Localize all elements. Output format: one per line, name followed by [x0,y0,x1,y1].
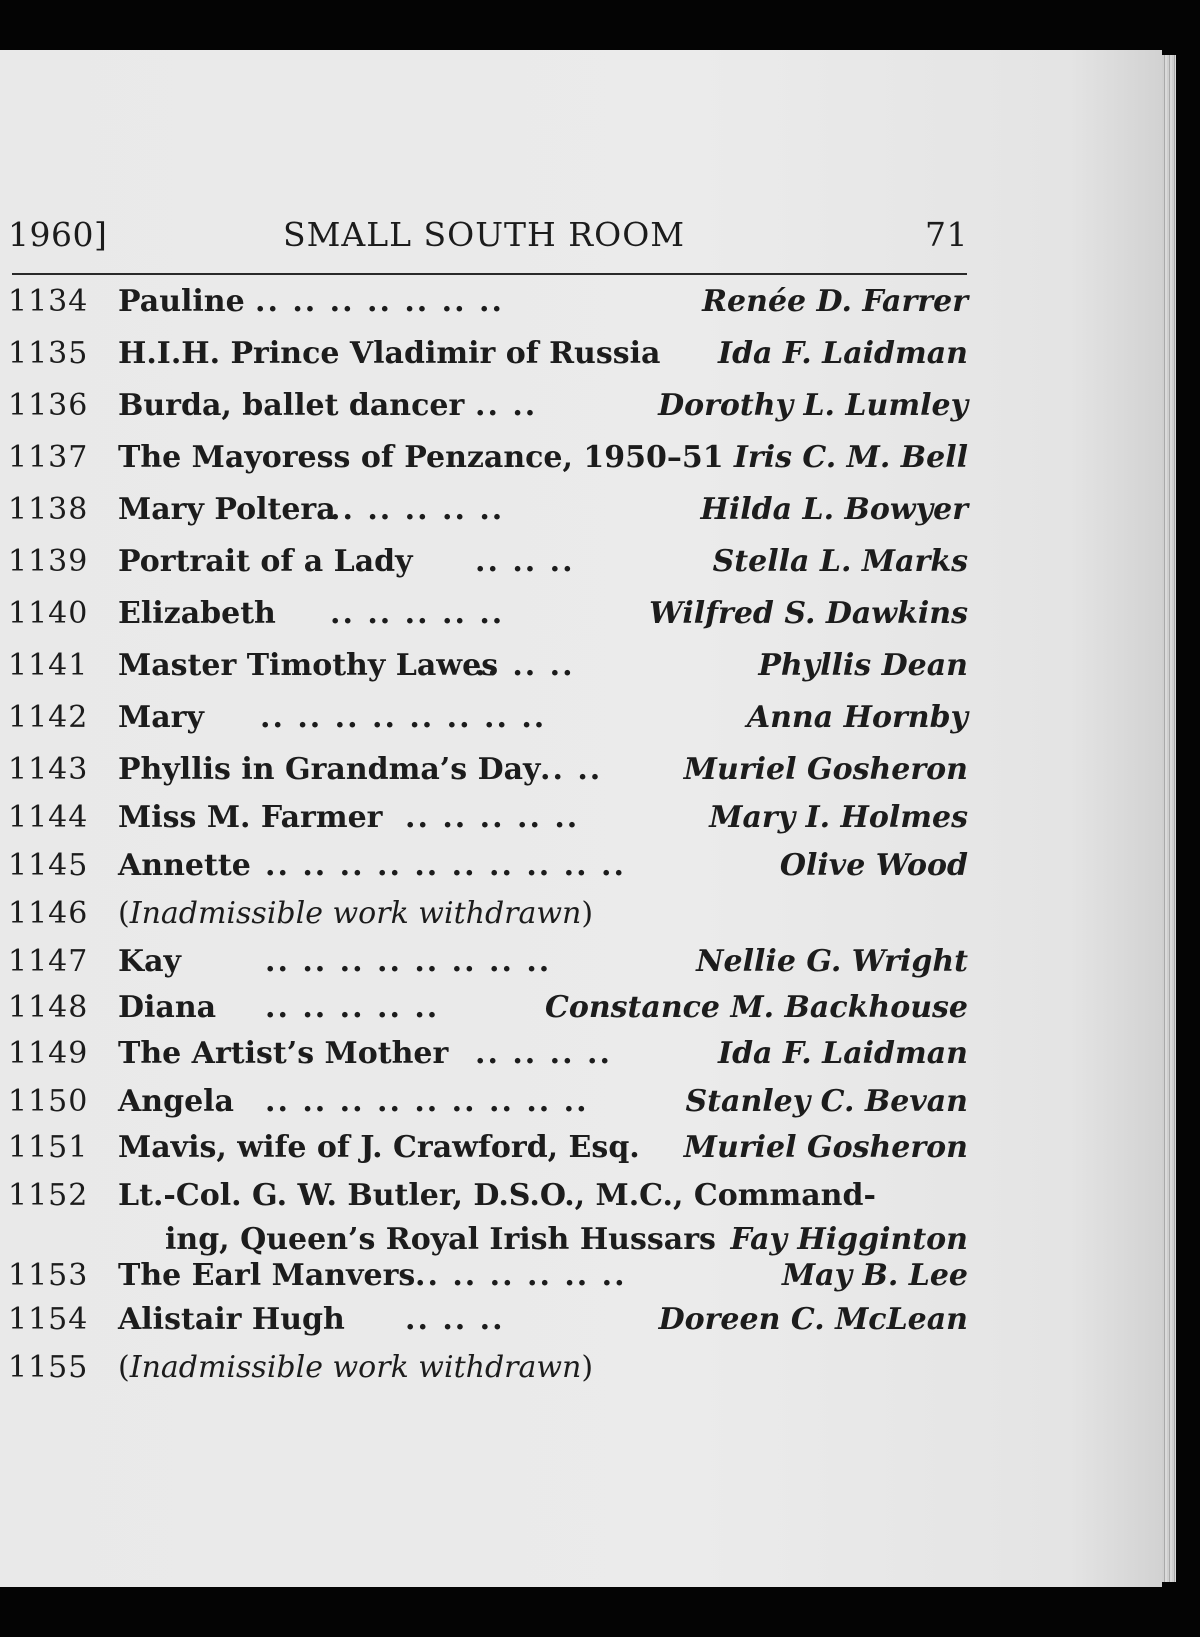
entry-number: 1150 [8,1084,89,1119]
artist-name: May B. Lee [781,1258,968,1293]
leader-dots: .. .. .. .. .. .. .. [255,284,504,319]
work-title: The Artist’s Mother [118,1036,449,1071]
leader-dots: .. .. [475,388,538,423]
leader-dots: .. .. .. .. .. [265,990,440,1025]
artist-name: Muriel Gosheron [683,1130,968,1165]
catalogue-entry [0,538,980,586]
catalogue-entry [0,642,980,690]
catalogue-entry [0,1344,980,1392]
work-title: Pauline [118,284,245,319]
catalogue-entry [0,330,980,378]
artist-name: Stanley C. Bevan [685,1084,968,1119]
work-title: Burda, ballet dancer [118,388,465,423]
work-title: H.I.H. Prince Vladimir of Russia [118,336,661,371]
work-title: The Earl Manvers [118,1258,416,1293]
artist-name: Constance M. Backhouse [544,990,968,1025]
work-title: Elizabeth [118,596,276,631]
artist-name: Ida F. Laidman [718,336,968,371]
leader-dots: .. .. .. .. .. .. .. .. [265,944,552,979]
leader-dots: .. .. .. .. .. [405,800,580,835]
work-title: Portrait of a Lady [118,544,413,579]
catalogue-entry [0,1124,980,1172]
artist-name: Phyllis Dean [758,648,968,683]
entry-number: 1155 [8,1350,89,1385]
catalogue-entry [0,694,980,742]
leader-dots: .. .. .. .. [475,1036,612,1071]
entry-number: 1140 [8,596,89,631]
entry-number: 1154 [8,1302,89,1337]
catalogue-page [0,50,1162,1587]
leader-dots: .. .. .. [475,648,575,683]
leader-dots: .. .. .. .. .. .. [415,1258,627,1293]
entry-number: 1143 [8,752,89,787]
catalogue-entry [0,434,980,482]
entry-number: 1139 [8,544,89,579]
artist-name: Ida F. Laidman [718,1036,968,1071]
artist-name: Hilda L. Bowyer [700,492,968,527]
artist-name: Stella L. Marks [712,544,968,579]
work-title: Miss M. Farmer [118,800,383,835]
page-stack-edge [1162,55,1176,1582]
catalogue-entry [0,278,980,326]
catalogue-entry [0,938,980,986]
work-title: The Mayoress of Penzance, 1950–51 [118,440,724,475]
work-title: Phyllis in Grandma’s Day [118,752,541,787]
header-rule [12,273,967,275]
catalogue-entry [0,984,980,1032]
catalogue-entry [0,1296,980,1344]
work-title: Lt.-Col. G. W. Butler, D.S.O., M.C., Command- [118,1178,876,1213]
artist-name: Fay Higginton [730,1222,968,1257]
entry-number: 1144 [8,800,89,835]
entry-number: 1153 [8,1258,89,1293]
running-header [8,215,968,257]
leader-dots: .. .. .. .. .. [330,492,505,527]
work-title: Alistair Hugh [118,1302,345,1337]
work-title: Mavis, wife of J. Crawford, Esq. [118,1130,640,1165]
artist-name: Wilfred S. Dawkins [649,596,968,631]
catalogue-entry [0,1078,980,1126]
catalogue-entry [0,1030,980,1078]
artist-name: Nellie G. Wright [696,944,968,979]
entry-number: 1135 [8,336,89,371]
catalogue-entry [0,382,980,430]
artist-name: Anna Hornby [746,700,968,735]
leader-dots: .. .. .. .. .. .. .. .. .. [265,1084,589,1119]
entry-number: 1142 [8,700,89,735]
leader-dots: .. .. .. .. .. .. .. .. .. .. [265,848,626,883]
work-title-continued: ing, Queen’s Royal Irish Hussars [165,1222,716,1257]
work-title: Kay [118,944,181,979]
entry-number: 1148 [8,990,89,1025]
entry-number: 1134 [8,284,89,319]
entry-number: 1141 [8,648,89,683]
artist-name: Muriel Gosheron [683,752,968,787]
entry-number: 1152 [8,1178,89,1213]
catalogue-entry [0,890,980,938]
artist-name: Iris C. M. Bell [733,440,968,475]
page-title: SMALL SOUTH ROOM [283,215,686,254]
work-title: Angela [118,1084,234,1119]
artist-name: Olive Wood [779,848,968,883]
catalogue-entry [0,1172,980,1257]
leader-dots: .. .. [540,752,603,787]
catalogue-entry [0,842,980,890]
artist-name: Renée D. Farrer [702,284,968,319]
entry-number: 1151 [8,1130,89,1165]
catalogue-entry [0,486,980,534]
withdrawn-note: (Inadmissible work withdrawn) [118,896,594,931]
leader-dots: .. .. .. [405,1302,505,1337]
entry-number: 1145 [8,848,89,883]
artist-name: Mary I. Holmes [709,800,968,835]
work-title: Mary Poltera [118,492,336,527]
work-title: Master Timothy Lawes [118,648,499,683]
entry-number: 1137 [8,440,89,475]
leader-dots: .. .. .. [475,544,575,579]
catalogue-entry [0,746,980,794]
withdrawn-note: (Inadmissible work withdrawn) [118,1350,594,1385]
leader-dots: .. .. .. .. .. [330,596,505,631]
entry-number: 1149 [8,1036,89,1071]
catalogue-entry [0,590,980,638]
work-title: Mary [118,700,204,735]
entry-number: 1136 [8,388,89,423]
catalogue-entry [0,1252,980,1300]
entry-number: 1138 [8,492,89,527]
artist-name: Dorothy L. Lumley [658,388,968,423]
entry-number: 1146 [8,896,89,931]
entry-number: 1147 [8,944,89,979]
page-number: 71 [925,215,968,254]
work-title: Diana [118,990,217,1025]
work-title: Annette [118,848,251,883]
leader-dots: .. .. .. .. .. .. .. .. [260,700,547,735]
catalogue-entry [0,794,980,842]
header-year: 1960] [8,215,108,254]
artist-name: Doreen C. McLean [658,1302,968,1337]
